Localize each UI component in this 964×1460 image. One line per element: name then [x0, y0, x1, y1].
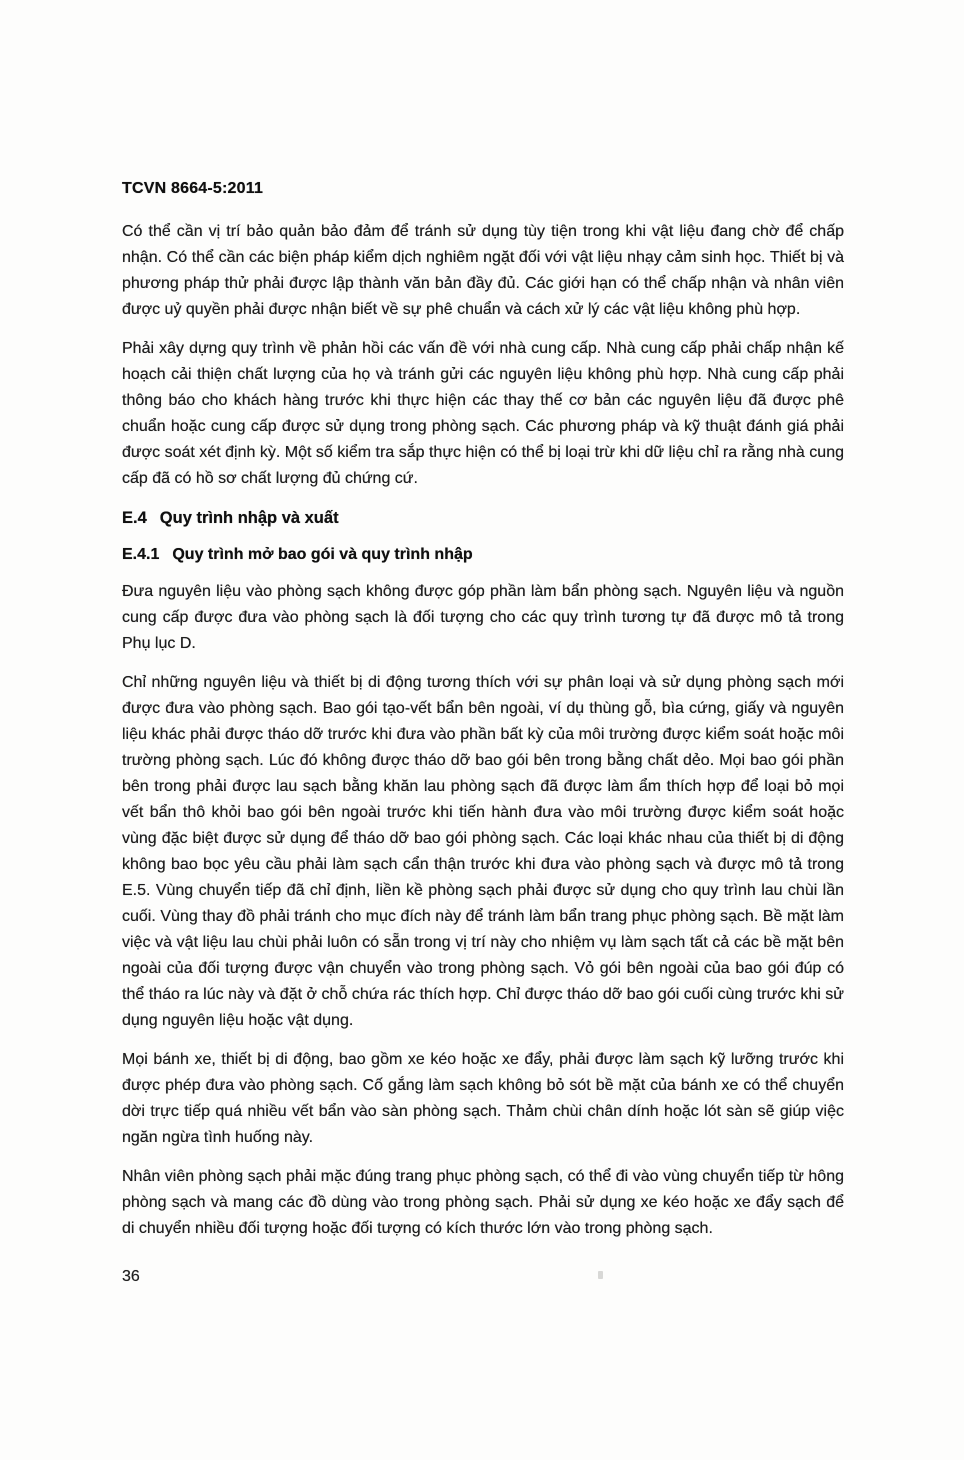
- section-title: Quy trình mở bao gói và quy trình nhập: [172, 546, 473, 563]
- section-heading-e4: [122, 505, 844, 531]
- section-title: Quy trình nhập và xuất: [159, 509, 339, 527]
- section-number: E.4.1: [122, 546, 160, 563]
- standard-number-header: TCVN 8664-5:2011: [122, 180, 264, 197]
- paragraph-material-entry: Đưa nguyên liệu vào phòng sạch không được góp phần làm bẩn phòng sạch. Nguyên liệu và nguồn cung cấp được đưa vào phòng sạch là đối tượng cho các quy trình tương tự đã được mô tả trong Phụ lục D.: [122, 583, 844, 652]
- page-number: 36: [122, 1268, 140, 1285]
- paragraph-supplier-feedback: Phải xây dựng quy trình về phản hồi các vấn đề với nhà cung cấp. Nhà cung cấp phải chấp nhận kế hoạch cải thiện chất lượng của họ và tránh gửi các nguyên liệu không phù hợp. Nhà cung cấp phải thông báo cho khách hàng trước khi thực hiện các thay thế cơ bản các nguyên liệu đã được phê chuẩn hoặc cung cấp được sử dụng trong phòng sạch. Các phương pháp và kỹ thuật đánh giá phải được soát xét định kỳ. Một số kiểm tra sắp thực hiện có thể bị loại trừ khi dữ liệu chỉ ra rằng nhà cung cấp đã có hồ sơ chất lượng đủ chứng cứ.: [122, 340, 844, 487]
- paragraph-unpacking-procedure: Chỉ những nguyên liệu và thiết bị di động tương thích với sự phân loại và sử dụng phòng sạch mới được đưa vào phòng sạch. Bao gói tạo-vết bẩn bên ngoài, ví dụ thùng gỗ, bìa cứng, giấy và nguyên liệu khác phải được tháo dỡ trước khi đưa vào phần bất kỳ của môi trường được kiểm soát hoặc môi trường phòng sạch. Lúc đó không được tháo dỡ bao gói bên trong bằng chất dẻo. Mọi bao gói phần bên trong phải được lau sạch bằng khăn lau phòng sạch đã được làm ẩm thích hợp để loại bỏ mọi vết bẩn thô khỏi bao gói bên ngoài trước khi tiến hành đưa vào môi trường được kiểm soát hoặc vùng đặc biệt được sử dụng để tháo dỡ bao gói phòng sạch. Các loại khác nhau của thiết bị di động không bao bọc yêu cầu phải làm sạch cẩn thận trước khi đưa vào phòng sạch và được mô tả trong E.5. Vùng chuyển tiếp đã chỉ định, liền kề phòng sạch phải được sử dụng cho quy trình lau chùi lần cuối. Vùng thay đồ phải tránh cho mục đích này để tránh làm bẩn trang phục phòng sạch. Bề mặt làm việc và vật liệu lau chùi phải luôn có sẵn trong vị trí này cho nhiệm vụ làm sạch tất cả các bề mặt bên ngoài của đối tượng được vận chuyển vào trong phòng sạch. Vỏ gói bên ngoài của bao gói đúp có thể tháo ra lúc này và đặt ở chỗ chứa rác thích hợp. Chỉ được tháo dỡ bao gói cuối cùng trước khi sử dụng nguyên liệu hoặc vật dụng.: [122, 674, 844, 1029]
- paragraph-personnel-garments: Nhân viên phòng sạch phải mặc đúng trang phục phòng sạch, có thể đi vào vùng chuyển tiếp từ hông phòng sạch và mang các đồ dùng vào trong phòng sạch. Phải sử dụng xe kéo hoặc xe đẩy sạch để di chuyển nhiều đối tượng hoặc đối tượng có kích thước lớn vào trong phòng sạch.: [122, 1168, 844, 1237]
- section-heading-e4-1: [122, 542, 844, 568]
- paragraph-wheels-cleaning: Mọi bánh xe, thiết bị di động, bao gồm xe kéo hoặc xe đẩy, phải được làm sạch kỹ lưỡng trước khi được phép đưa vào phòng sạch. Cố gắng làm sạch không bỏ sót bề mặt của bánh xe có thể chuyển dời trực tiếp quá nhiều vết bẩn vào sàn phòng sạch. Thảm chùi chân dính hoặc lót sàn sẽ giúp việc ngăn ngừa tình huống này.: [122, 1051, 844, 1146]
- page-content: [122, 176, 844, 1255]
- paragraph-storage-acceptance: Có thể cần vị trí bảo quản bảo đảm để tránh sử dụng tùy tiện trong khi vật liệu đang chờ để chấp nhận. Có thể cần các biện pháp kiểm dịch nghiêm ngặt đối với vật liệu nhạy cảm sinh học. Thiết bị và phương pháp thử phải được lập thành văn bản đầy đủ. Các giới hạn có thể chấp nhận và nhân viên được uỷ quyền phải được nhận biết về sự phê chuẩn và cách xử lý các vật liệu không phù hợp.: [122, 223, 844, 318]
- section-number: E.4: [122, 509, 147, 527]
- scan-artifact: [598, 1271, 603, 1279]
